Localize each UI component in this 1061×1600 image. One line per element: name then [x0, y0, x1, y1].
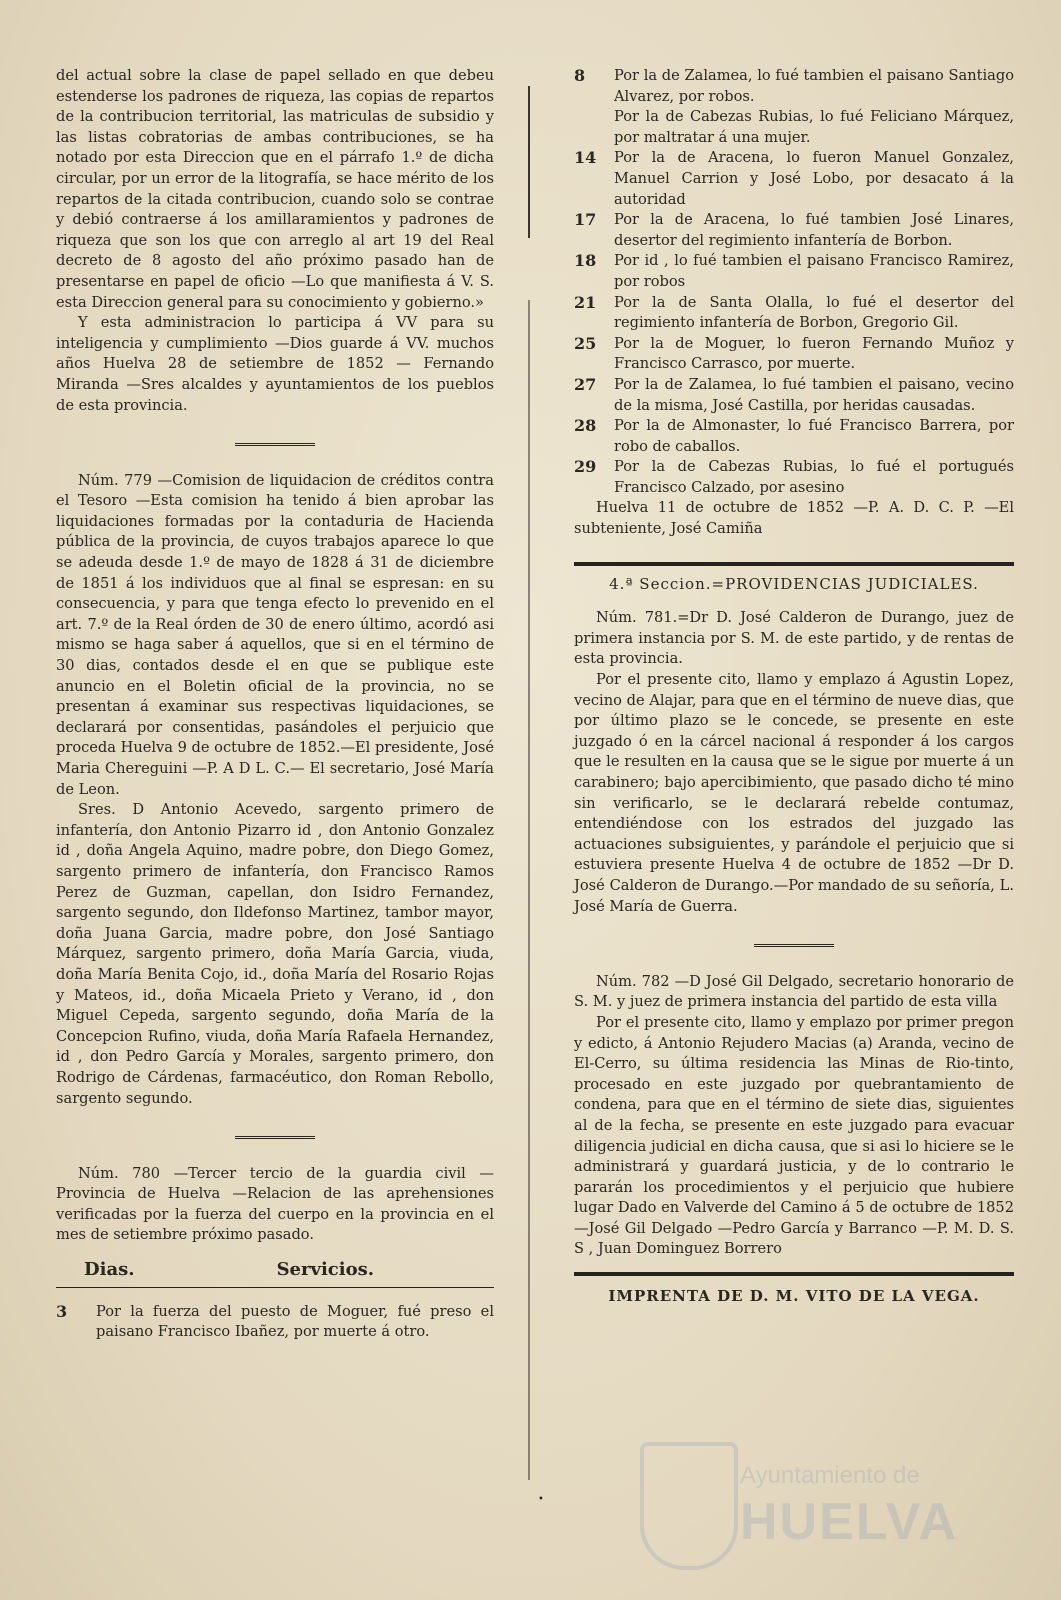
notice-779: Núm. 779 —Comision de liquidacion de créditos contra el Tesoro —Esta comision ha tenido á bien aprobar las liquidaciones formadas por la contaduria de Hacienda pública de la provincia, de cuyos trabajos aparece lo que se adeuda desde 1.º de mayo de 1828 á 31 de diciembre de 1851 á los individuos que al final se espresan: en su consecuencia, y para que tenga efecto lo prevenido en el art. 7.º de la Real órden de 30 de enero último, acordó asi mismo se haga saber á aquellos, que si en el término de 30 dias, contados desde el en que se publique este anuncio en el Boletin oficial de la provincia, no se presentan á examinar sus respectivas liquidaciones, se declarará por consentidas, pasándoles el perjuicio que proceda Huelva 9 de octubre de 1852.—El presidente, José Maria Chereguini —P. A D L. C.— El secretario, José María de Leon. [56, 471, 494, 798]
entry-day: 18 [574, 251, 597, 271]
watermark-line1: Ayuntamiento de [740, 1462, 920, 1489]
notice-782-heading: Núm. 782 —D José Gil Delgado, secretario honorario de S. M. y juez de primera instancia del partido de esta villa [574, 972, 1014, 1011]
table-header [56, 1260, 494, 1281]
entry-text: Por la de Santa Olalla, lo fué el desertor del regimiento infantería de Borbon, Gregorio Gil. [614, 293, 1014, 332]
entry-day: 3 [56, 1301, 68, 1321]
entry-text: Por la fuerza del puesto de Moguer, fué preso el paisano Francisco Ibañez, por muerte á otro. [96, 1302, 494, 1341]
col-dias-header: Dias. [84, 1259, 135, 1281]
entry-day: 27 [574, 374, 597, 394]
column-divider [528, 300, 530, 1480]
section-title: 4.ª Seccion.=PROVIDENCIAS JUDICIALES. [609, 574, 979, 593]
notice-780-signature: Huelva 11 de octubre de 1852 —P. A. D. C. P. —El subteniente, José Camiña [574, 499, 1014, 538]
entry-day: 17 [574, 210, 597, 230]
arrest-entry [56, 1302, 494, 1343]
circular-text: del actual sobre la clase de papel sellado en que debeu estenderse los padrones de riqueza, las copias de repartos de la contribucion territorial, las matriculas de subsidio y las listas cobratorias de ambas contribuciones, se ha notado por esta Direccion que en el párrafo 1.º de dicha circular, por un error de la litografía, se hace mérito de los repartos de la citada contribucion, cuando solo se contrae y debió contraerse á los amillaramientos y padrones de riqueza que son los que con arreglo al art 19 del Real decreto de 8 agosto del año próximo pasado han de presentarse en papel de oficio —Lo que manifiesta á V. S. esta Direccion general para su conocimiento y gobierno.» [56, 67, 494, 311]
notice-779-recipients: Sres. D Antonio Acevedo, sargento primero de infantería, don Antonio Pizarro id , don Antonio Gonzalez id , doña Angela Aquino, madre pobre, don Diego Gomez, sargento primero de infantería, don Francisco Ramos Perez de Guzman, capellan, don Isidro Fernandez, sargento segundo, don Ildefonso Martinez, tambor mayor, doña Juana Garcia, madre pobre, don José Santiago Márquez, sargento primero, doña María Garcia, viuda, doña María Benita Cojo, id., doña María del Rosario Rojas y Mateos, id., doña Micaela Prieto y Verano, id , don Miguel Cepeda, sargento segundo, doña María de la Concepcion Rufino, viuda, doña María Rafaela Hernandez, id , don Pedro García y Morales, sargento primero, don Rodrigo de Cárdenas, farmacéutico, don Roman Rebollo, sargento segundo. [56, 801, 494, 1107]
arrest-entry [574, 293, 1014, 334]
header-rule [56, 1287, 494, 1288]
entry-text: Por la de Cabezas Rubias, lo fué el portugués Francisco Calzado, por asesino [614, 458, 1014, 496]
entry-day: 25 [574, 333, 597, 353]
arrest-entry [574, 148, 1014, 210]
entry-day: 28 [574, 416, 597, 436]
notice-782-body: Por el presente cito, llamo y emplazo por primer pregon y edicto, á Antonio Rejudero Macias (a) Aranda, vecino de El-Cerro, su última residencia las Minas de Rio-tinto, procesado en este juzgado por quebrantamiento de condena, para que en el término de siete dias, siguientes al de la fecha, se presente en este juzgado para evacuar diligencia judicial en dicha causa, que si asi lo hiciere se le administrará y guardará justicia, y de lo contrario le pararán los procedimientos y el perjuicio que hubiere lugar Dado en Valverde del Camino á 5 de octubre de 1852 —José Gil Delgado —Pedro García y Barranco —P. M. D. S. S , Juan Dominguez Borrero [574, 1013, 1014, 1258]
arrest-entry [574, 251, 1014, 292]
arrest-entry [574, 334, 1014, 375]
section-ornament [574, 933, 1014, 954]
shield-icon [640, 1442, 738, 1570]
notice-780: Núm. 780 —Tercer tercio de la guardia civil — Provincia de Huelva —Relacion de las aprehensiones verificadas por la fuerza del cuerpo en la provincia en el mes de setiembre próximo pasado. [56, 1164, 494, 1244]
arrest-entry [574, 210, 1014, 251]
arrest-entry [574, 107, 1014, 148]
watermark-line2: HUELVA [740, 1493, 959, 1551]
col-servicios-header: Servicios. [276, 1259, 374, 1281]
administration-notice: Y esta administracion lo participa á VV para su inteligencia y cumplimiento —Dios guarde á VV. muchos años Huelva 28 de setiembre de 1852 — Fernando Miranda —Sres alcaldes y ayuntamientos de los pueblos de esta provincia. [56, 314, 494, 414]
left-column [56, 66, 494, 1343]
entry-day: 21 [574, 292, 597, 312]
arrest-entry [574, 457, 1014, 498]
entry-day: 14 [574, 148, 597, 168]
entry-day: 8 [574, 66, 586, 85]
printer-imprint: IMPRENTA DE D. M. VITO DE LA VEGA. [608, 1287, 980, 1306]
entry-text: Por la de Cabezas Rubias, lo fué Feliciano Márquez, por maltratar á una mujer. [614, 108, 1014, 146]
imprint-rule [574, 1272, 1014, 1276]
notice-781-body: Por el presente cito, llamo y emplazo á Agustin Lopez, vecino de Alajar, para que en el término de nueve dias, que por último plazo se le concede, se presente en este juzgado ó en la cárcel nacional á responder á los cargos que le resulten en la causa que se le sigue por muerte á un carabinero; bajo apercibimiento, que pasado dicho té mino sin verificarlo, se le declarará rebelde contumaz, entendiéndose con los estrados del juzgado las actuaciones subsiguientes, y parándole el perjuicio que si estuviera presente Huelva 4 de octubre de 1852 —Dr D. José Calderon de Durango.—Por mandado de su señoría, L. José María de Guerra. [574, 671, 1014, 915]
section-ornament [56, 1125, 494, 1146]
entry-text: Por id , lo fué tambien el paisano Francisco Ramirez, por robos [614, 252, 1014, 290]
entry-text: Por la de Almonaster, lo fué Francisco Barrera, por robo de caballos. [614, 417, 1014, 455]
page-mark: • [538, 1494, 544, 1505]
archive-watermark [640, 1432, 1000, 1582]
entry-text: Por la de Zalamea, lo fué tambien el paisano, vecino de la misma, José Castilla, por heridas causadas. [614, 375, 1014, 414]
entry-text: Por la de Zalamea, lo fué tambien el paisano Santiago Alvarez, por robos. [614, 67, 1014, 105]
notice-781-heading: Núm. 781.=Dr D. José Calderon de Durango, juez de primera instancia por S. M. de este partido, y de rentas de esta provincia. [574, 609, 1014, 668]
section-rule [574, 562, 1014, 566]
entry-text: Por la de Moguer, lo fueron Fernando Muñoz y Francisco Carrasco, por muerte. [614, 334, 1014, 373]
arrest-entry [574, 375, 1014, 416]
arrest-entry [574, 416, 1014, 457]
section-ornament [56, 432, 494, 453]
entry-day: 29 [574, 457, 597, 477]
entry-text: Por la de Aracena, lo fueron Manuel Gonzalez, Manuel Carrion y José Lobo, por desacato á la autoridad [614, 149, 1014, 208]
entry-text: Por la de Aracena, lo fué tambien José Linares, desertor del regimiento infantería de Borbon. [614, 211, 1014, 249]
column-divider-top [528, 86, 530, 238]
arrest-entry [574, 66, 1014, 107]
right-column [574, 66, 1014, 1307]
